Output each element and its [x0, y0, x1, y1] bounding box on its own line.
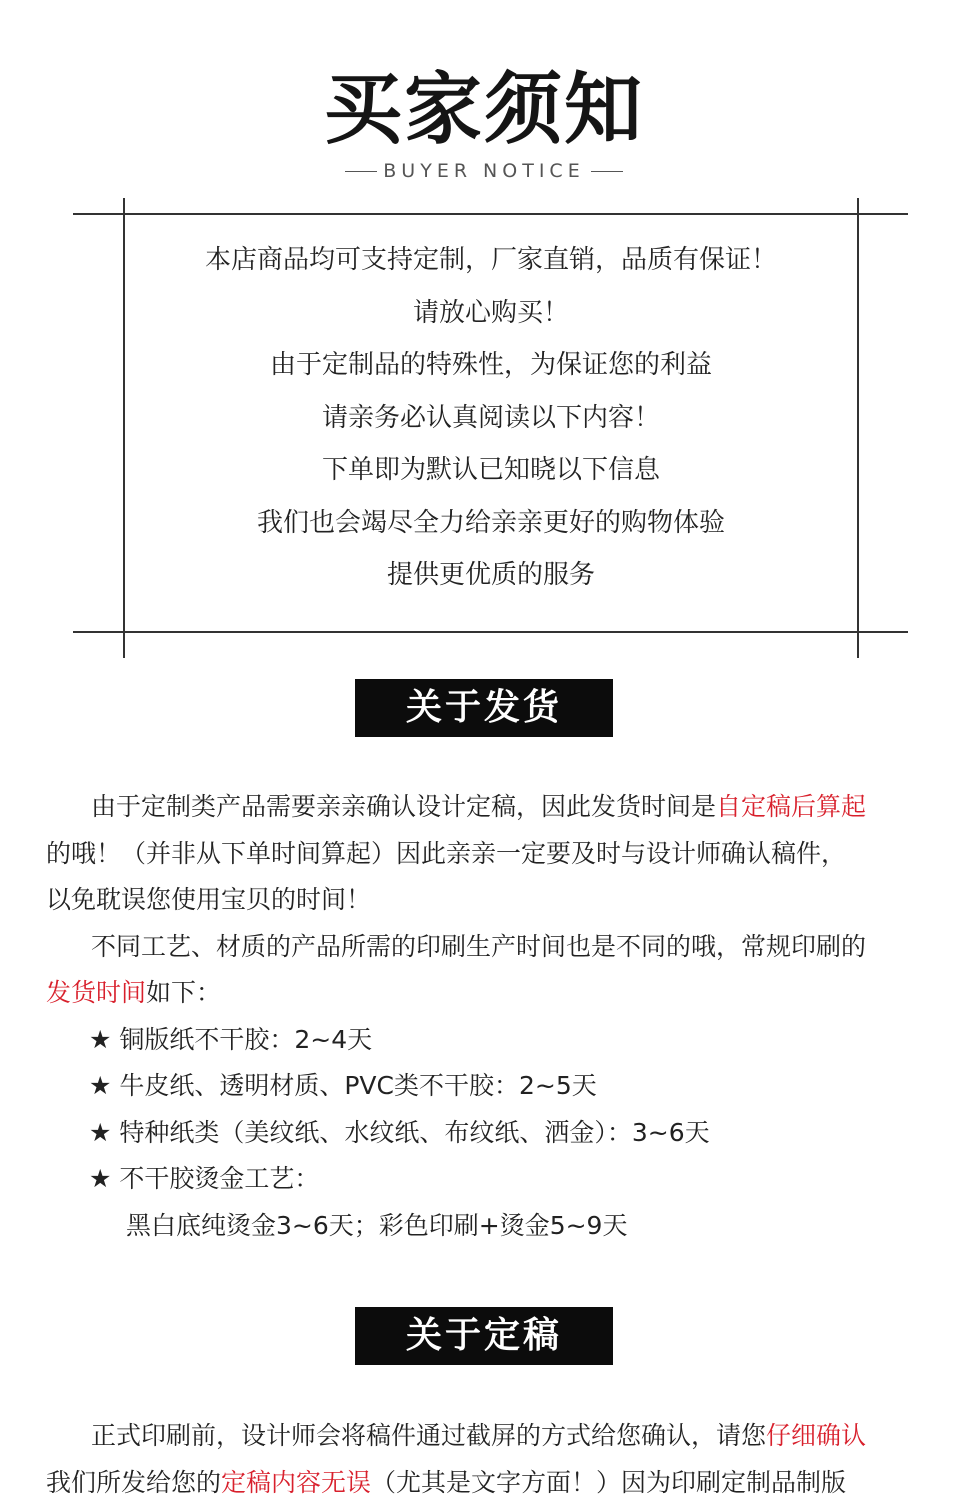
subtitle-dash-right	[591, 171, 623, 172]
shipping-paragraph-1-cont: 的哦！（并非从下单时间算起）因此亲亲一定要及时与设计师确认稿件，	[46, 831, 936, 878]
notice-line: 下单即为默认已知晓以下信息	[124, 444, 858, 497]
shipping-body	[46, 784, 936, 1249]
notice-line: 请放心购买！	[124, 287, 858, 340]
frame-top-line	[73, 213, 908, 215]
proof-section-header: 关于定稿	[355, 1307, 613, 1365]
shipping-paragraph-2: 不同工艺、材质的产品所需的印刷生产时间也是不同的哦，常规印刷的	[46, 924, 936, 971]
shipping-list-item: ★ 不干胶烫金工艺：	[46, 1156, 936, 1203]
shipping-sub-item: 黑白底纯烫金3~6天；彩色印刷+烫金5~9天	[46, 1203, 936, 1250]
shipping-highlight: 自定稿后算起	[716, 792, 866, 821]
proof-highlight: 定稿内容无误	[221, 1468, 371, 1497]
proof-paragraph-1	[46, 1413, 936, 1460]
frame-bottom-line	[73, 631, 908, 633]
shipping-list-item: ★ 牛皮纸、透明材质、PVC类不干胶：2~5天	[46, 1063, 936, 1110]
notice-line: 本店商品均可支持定制，厂家直销，品质有保证！	[124, 234, 858, 287]
proof-paragraph-2	[46, 1460, 936, 1506]
shipping-list-item: ★ 特种纸类（美纹纸、水纹纸、布纹纸、洒金）：3~6天	[46, 1110, 936, 1157]
shipping-list-item: ★ 铜版纸不干胶：2~4天	[46, 1017, 936, 1064]
proof-text: 正式印刷前，设计师会将稿件通过截屏的方式给您确认，请您	[91, 1421, 766, 1450]
shipping-paragraph-1	[46, 784, 936, 831]
notice-line: 由于定制品的特殊性，为保证您的利益	[124, 339, 858, 392]
shipping-text: 如下：	[146, 978, 221, 1007]
shipping-highlight: 发货时间	[46, 978, 146, 1007]
notice-line: 提供更优质的服务	[124, 549, 858, 602]
page-title: 买家须知	[0, 62, 968, 158]
notice-line: 请亲务必认真阅读以下内容！	[124, 392, 858, 445]
shipping-text: 由于定制类产品需要亲亲确认设计定稿，因此发货时间是	[91, 792, 716, 821]
subtitle-dash-left	[345, 171, 377, 172]
page-subtitle	[0, 160, 968, 182]
proof-body	[46, 1413, 936, 1506]
shipping-paragraph-2-cont	[46, 970, 936, 1017]
notice-line: 我们也会竭尽全力给亲亲更好的购物体验	[124, 497, 858, 550]
proof-text: （尤其是文字方面！）因为印刷定制品制版	[371, 1468, 846, 1497]
notice-block	[124, 234, 858, 602]
shipping-paragraph-1-end: 以免耽误您使用宝贝的时间！	[46, 877, 936, 924]
shipping-section-header: 关于发货	[355, 679, 613, 737]
proof-highlight: 仔细确认	[766, 1421, 866, 1450]
proof-text: 我们所发给您的	[46, 1468, 221, 1497]
subtitle-text: BUYER NOTICE	[383, 160, 584, 182]
